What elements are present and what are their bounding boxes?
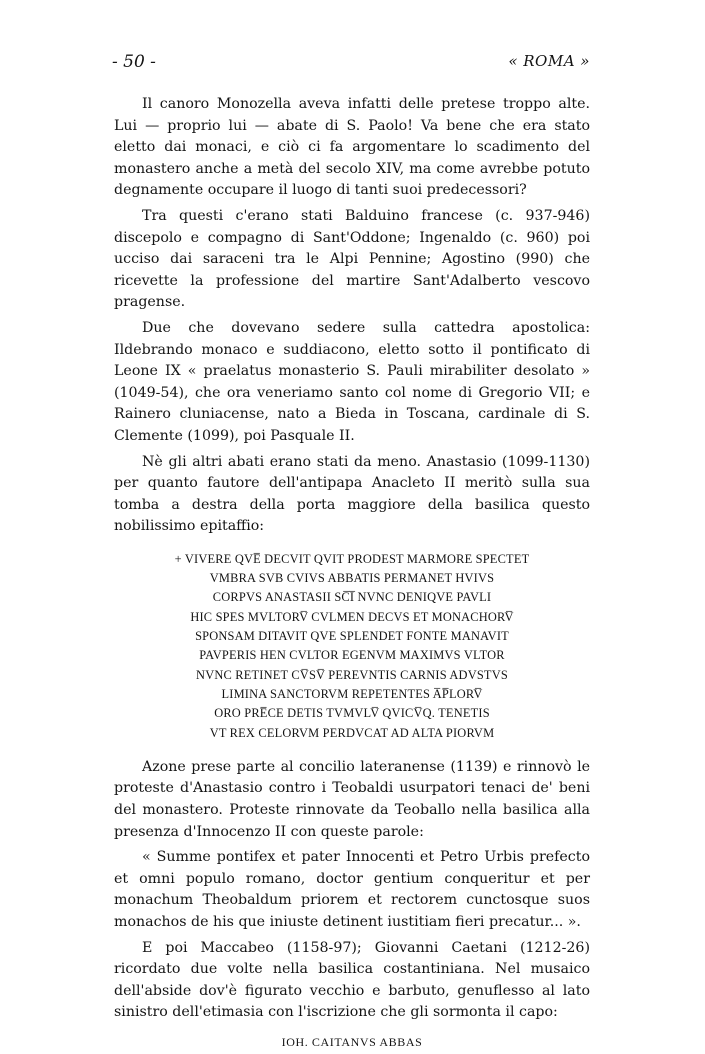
epitaph-line: VMBRA SVB CVIVS ABBATIS PERMANET HVIVS: [209, 571, 495, 586]
paragraph-azone: Azone prese parte al concilio lateranense (1139) e rinnovò le proteste d'Anastasio contro i Teobaldi usurpatori tenaci de' beni del monastero. Proteste rinnovate da Teoballo nella basilica alla presenza d'Innocenzo II con queste parole:: [114, 758, 590, 840]
inscription: IOH. CAITANVS ABBAS: [281, 1034, 423, 1049]
paragraph-caetani: E poi Maccabeo (1158-97); Giovanni Caetani (1212-26) ricordato due volte nella basilica costantiniana. Nel musaico dell'abside dov'è figurato vecchio e barbuto, genuflesso al lato sinistro dell'etimasia con l'iscrizione che gli sormonta il capo:: [114, 939, 590, 1021]
paragraph-anastasio: Nè gli altri abati erano stati da meno. Anastasio (1099-1130) per quanto fautore dell'antipapa Anacleto II meritò sulla sua tomba a destra della porta maggiore della basilica questo nobilissimo epitaffio:: [114, 453, 590, 535]
epitaph-line: + VIVERE QVE̅ DECVIT QVIT PRODEST MARMORE SPECTET: [174, 551, 530, 566]
epitaph-line: PAVPERIS HEN CVLTOR EGENVM MAXIMVS VLTOR: [199, 648, 505, 663]
epitaph-line: VT REX CELORVM PERDVCAT AD ALTA PIORVM: [209, 725, 495, 740]
epitaph-line: LIMINA SANCTORVM REPETENTES A̅P̅LORV̅: [221, 686, 483, 701]
paragraph-popes: Due che dovevano sedere sulla cattedra apostolica: Ildebrando monaco e suddiacono, eletto sotto il pontificato di Leone IX « praelatus monasterio S. Pauli mirabiliter desolato » (1049-54), che ora veneriamo santo col nome di Gregorio VII; e Rainero cluniacense, nato a Bieda in Toscana, cardinale di S. Clemente (1099), poi Pasquale II.: [114, 319, 590, 444]
paragraph-predecessors: Tra questi c'erano stati Balduino francese (c. 937-946) discepolo e compagno di Sant'Oddone; Ingenaldo (c. 960) poi ucciso dai saraceni tra le Alpi Pennine; Agostino (990) che ricevette la professione del martire Sant'Adalberto vescovo pragense.: [114, 207, 590, 311]
epitaph: [114, 550, 590, 743]
running-title: « ROMA »: [508, 52, 590, 70]
epitaph-line: NVNC RETINET CV̅SV̅ PEREVNTIS CARNIS ADVSTVS: [196, 667, 508, 682]
epitaph-line: HIC SPES MVLTORV̅ CVLMEN DECVS ET MONACHORV̅: [190, 609, 514, 624]
page-body: [114, 94, 590, 1054]
epitaph-line: ORO PRE̅CE DETIS TVMVLV̅ QVICV̅Q. TENETIS: [214, 706, 490, 721]
running-header: [112, 52, 590, 78]
epitaph-line: SPONSAM DITAVIT QVE SPLENDET FONTE MANAVIT: [195, 629, 509, 644]
page-number: - 50 -: [112, 52, 156, 72]
paragraph-quote: « Summe pontifex et pater Innocenti et Petro Urbis prefecto et omni populo romano, doctor gentium conqueritur et per monachum Theobaldum priorem et rectorem cunctosque suos monachos de his que iniuste detinent iustitiam fieri precatur... ».: [114, 849, 590, 930]
epitaph-line: CORPVS ANASTASII SC̅I̅ NVNC DENIQVE PAVLI: [212, 590, 492, 605]
paragraph-monozella: Il canoro Monozella aveva infatti delle pretese troppo alte. Lui — proprio lui — abate di S. Paolo! Va bene che era stato eletto dai monaci, e ciò ci fa argomentare lo scadimento del monastero anche a metà del secolo XIV, ma come avrebbe potuto degnamente occupare il luogo di tanti suoi predecessori?: [114, 96, 590, 199]
